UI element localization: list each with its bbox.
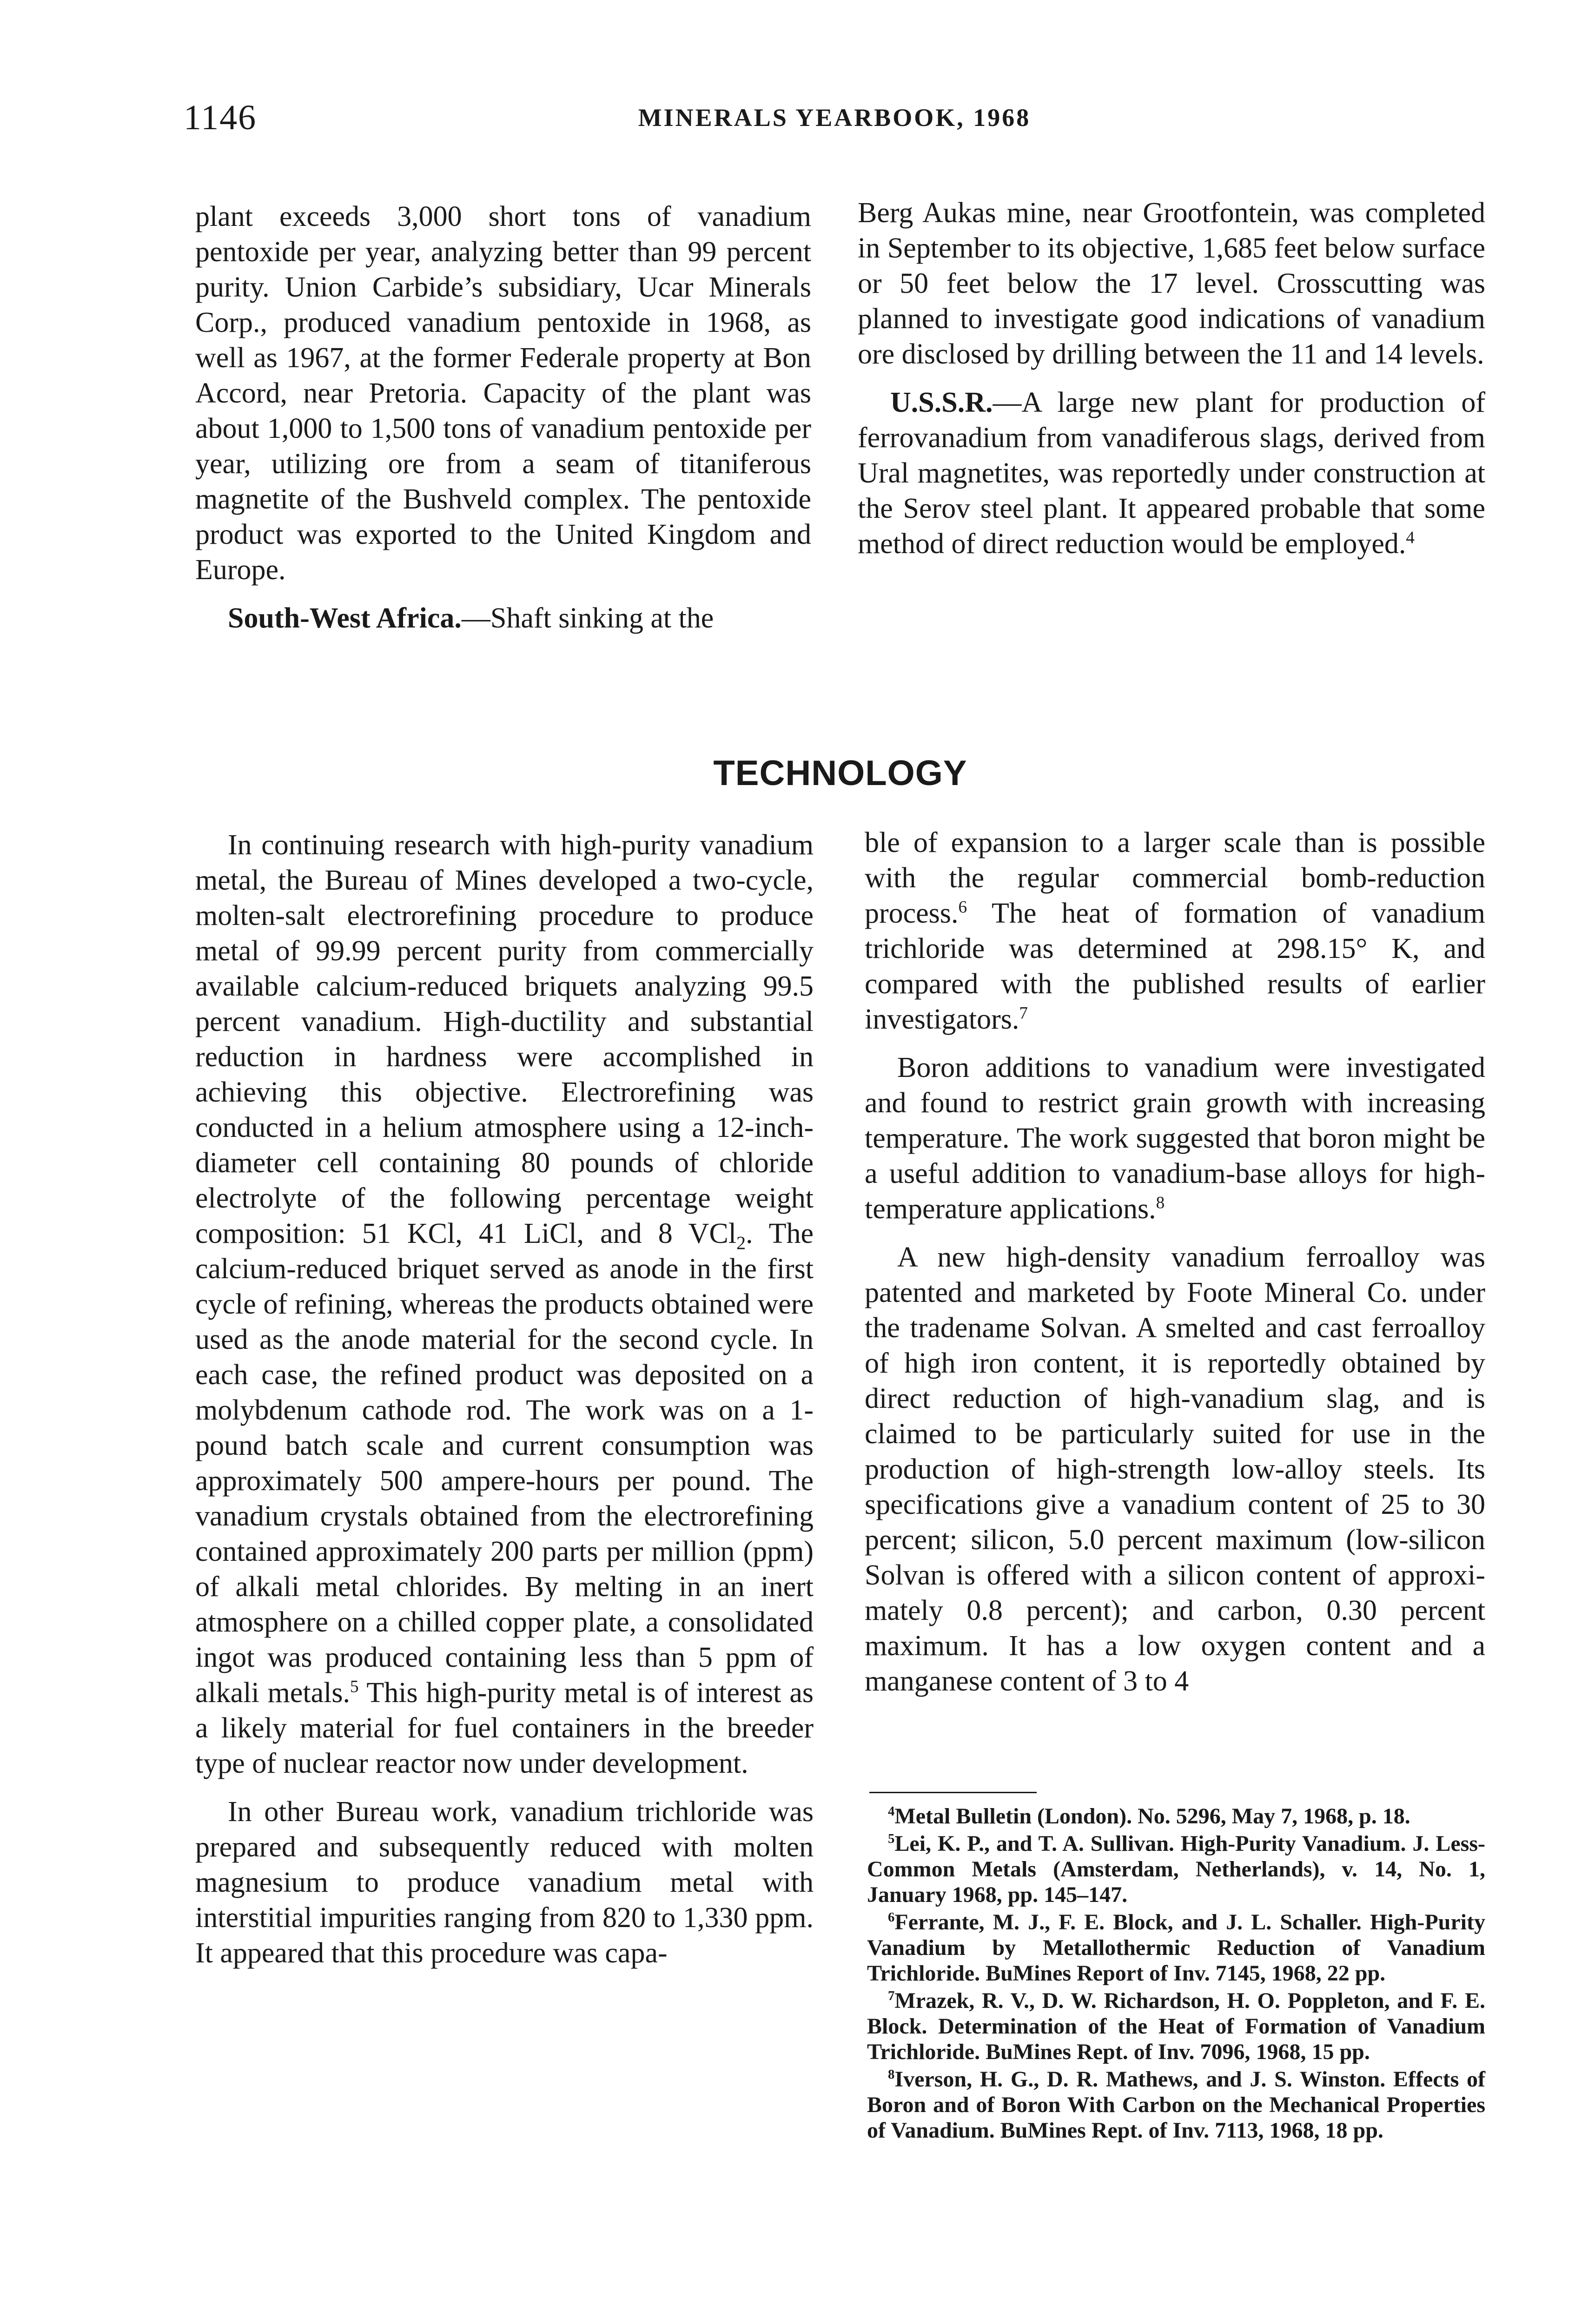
footnote-ref: 5 (350, 1677, 359, 1697)
paragraph-text: This high-purity metal is of interest as a likely material for fuel containers in the breeder type of nuclear reactor now under development. (195, 1677, 814, 1779)
footnote (867, 1831, 1485, 1908)
paragraph-text: The heat of formation of vanadium trichloride was determined at 298.15° K, and compared with the published results of earlier investigators. (865, 898, 1485, 1035)
footnote (867, 1988, 1485, 2065)
paragraph-text: . The calcium-reduced briquet served as anode in the first cycle of refining, whereas the products obtained were used as the anode material for the second cycle. In each case, the refined product was deposited on a molybdenum cathode rod. The work was on a 1-pound batch scale and current consumption was approximately 500 ampere-hours per pound. The vanadium crystals obtained from the electrorefining contained approximately 200 parts per million (ppm) of alkali metal chlorides. By melting in an inert atmosphere on a chilled copper plate, a consolidated ingot was produced containing less than 5 ppm of alkali metals. (195, 1218, 814, 1709)
footnote-ref: 6 (958, 898, 967, 917)
paragraph-bomb-reduction (865, 825, 1485, 1037)
footnotes (867, 1803, 1485, 2145)
running-title: MINERALS YEARBOOK, 1968 (638, 104, 1031, 132)
top-left-column (195, 199, 811, 636)
footnote-number: 7 (888, 1988, 895, 2003)
footnote-number: 8 (888, 2067, 895, 2082)
top-right-column (858, 195, 1485, 561)
footnote-text: Iverson, H. G., D. R. Mathews, and J. S. Winston. Effects of Boron and of Boron With Carbon on the Mechanical Properties of Vanadium. BuMines Rept. of Inv. 7113, 1968, 18 pp. (867, 2067, 1485, 2143)
footnote-text: Ferrante, M. J., F. E. Block, and J. L. Schaller. High-Purity Vanadium by Metallothermic Reduction of Vanadium Trichloride. BuMines Report of Inv. 7145, 1968, 22 pp. (867, 1910, 1485, 1986)
footnote (867, 2067, 1485, 2143)
paragraph-text: —Shaft sinking at the (461, 602, 714, 634)
paragraph-trichloride: In other Bureau work, vanadium trichloride was prepared and subsequently reduced with molten magnesium to produce vanadium metal with interstitial impurities ranging from 820 to 1,330 ppm. It appeared that this procedure was capa- (195, 1796, 814, 1969)
section-heading-technology: TECHNOLOGY (713, 753, 967, 793)
paragraph-berg-aukas: Berg Aukas mine, near Grootfontein, was completed in September to its objective, 1,685 feet below surface or 50 feet below the 17 level. Crosscutting was planned to investigate good indications of vanadium ore disclosed by drilling between the 11 and 14 levels. (858, 197, 1485, 370)
footnote-number: 6 (888, 1910, 895, 1925)
footnote-text: Mrazek, R. V., D. W. Richardson, H. O. Poppleton, and F. E. Block. Determination of the Heat of Formation of Vanadium Trichloride. BuMines Rept. of Inv. 7096, 1968, 15 pp. (867, 1988, 1485, 2064)
subscript: 2 (736, 1232, 746, 1254)
paragraph-ussr (858, 385, 1485, 561)
bottom-left-column (195, 827, 814, 1971)
footnote (867, 1803, 1485, 1829)
paragraph-text: ble of expansion to a larger scale than is possible with the regular commercial bomb-reduction process. (865, 827, 1485, 929)
subheading-ussr: U.S.S.R. (890, 387, 993, 418)
paragraph-text: —A large new plant for production of ferrovanadium from vanadiferous slags, derived from Ural magnetites, was reportedly under construction at the Serov steel plant. It appeared probable that some method of direct reduction would be employed. (858, 387, 1485, 560)
page-header (184, 98, 1485, 139)
footnote-ref: 8 (1156, 1193, 1165, 1213)
subheading-south-west-africa: South-West Africa. (228, 602, 462, 634)
footnote-text: Metal Bulletin (London). No. 5296, May 7, 1968, p. 18. (894, 1804, 1410, 1829)
paragraph-solvan: A new high-density vanadium ferroalloy was patented and marketed by Foote Mineral Co. under the tradename Solvan. A smelted and cast ferroalloy of high iron content, it is reportedly obtained by direct reduction of high-vanadium slag, and is claimed to be particularly suited for use in the production of high-strength low-alloy steels. Its specifications give a vanadium content of 25 to 30 percent; silicon, 5.0 percent maximum (low-silicon Solvan is offered with a silicon content of approximately 0.8 percent); and carbon, 0.30 percent maximum. It has a low oxygen content and a manganese content of 3 to 4 (865, 1241, 1485, 1697)
footnote-ref: 4 (1406, 528, 1415, 548)
paragraph-text: Boron additions to vanadium were investigated and found to restrict grain growth with increasing temperature. The work suggested that boron might be a useful addition to vanadium-base alloys for high-temperature applications. (865, 1052, 1485, 1225)
footnote-number: 4 (888, 1804, 895, 1819)
paragraph-south-west-africa (195, 601, 811, 636)
footnote-ref: 7 (1019, 1004, 1028, 1023)
paragraph-boron (865, 1050, 1485, 1227)
paragraph-electrorefining (195, 827, 814, 1781)
footnote (867, 1909, 1485, 1986)
footnote-number: 5 (888, 1831, 895, 1846)
footnote-divider (869, 1792, 1037, 1793)
footnote-text: Lei, K. P., and T. A. Sullivan. High-Purity Vanadium. J. Less-Common Metals (Amsterdam, Netherlands), v. 14, No. 1, January 1968, pp. 145–147. (867, 1831, 1485, 1907)
page-number: 1146 (184, 98, 257, 137)
paragraph-text: In continuing research with high-purity vanadium metal, the Bureau of Mines developed a two-cycle, molten-salt electrorefining procedure to produce metal of 99.99 percent purity from commercially available calcium-reduced briquets analyzing 99.5 percent vanadium. High-ductility and substantial reduction in hardness were accomplished in achieving this objective. Electrorefining was conducted in a helium atmosphere using a 12-inch-diameter cell containing 80 pounds of chloride electrolyte of the following percentage weight composition: 51 KCl, 41 LiCl, and 8 VCl (195, 829, 814, 1249)
paragraph-south-africa-cont: plant exceeds 3,000 short tons of vanadium pentoxide per year, analyzing better than 99 percent purity. Union Carbide’s subsidiary, Ucar Minerals Corp., produced vanadium pentoxide in 1968, as well as 1967, at the former Federale property at Bon Accord, near Pretoria. Capacity of the plant was about 1,000 to 1,500 tons of vanadium pentoxide per year, utilizing ore from a seam of titaniferous magnetite of the Bushveld complex. The pentoxide product was exported to the United Kingdom and Europe. (195, 201, 811, 586)
bottom-right-column (865, 825, 1485, 1699)
